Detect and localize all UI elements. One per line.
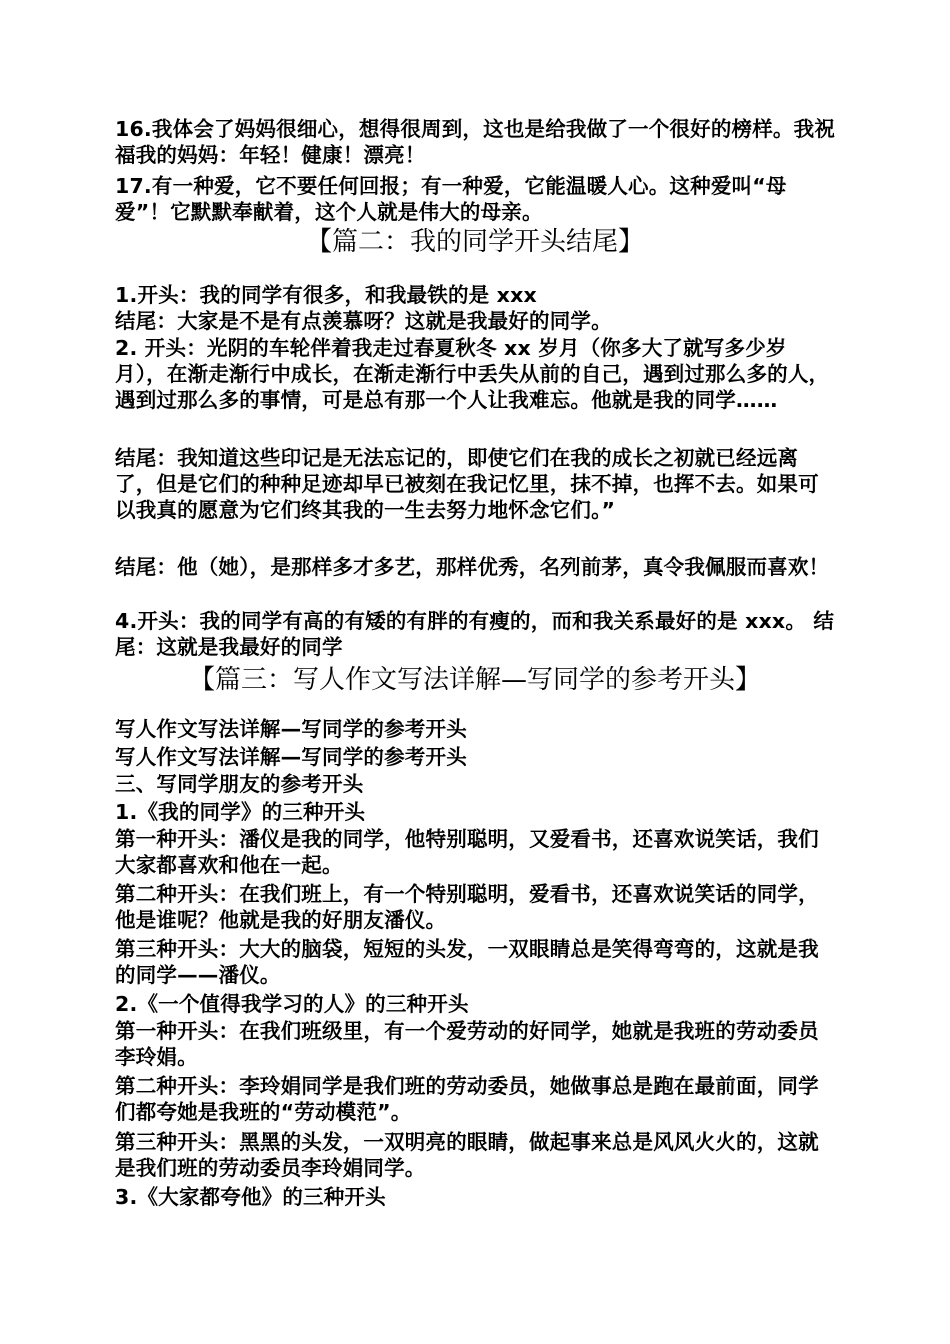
topic-1-heading: 1.《我的同学》的三种开头 <box>115 800 366 824</box>
part-3-heading: 三、写同学朋友的参考开头 <box>115 772 364 796</box>
item-1-ending: 结尾：大家是不是有点羡慕呀？这就是我最好的同学。 <box>115 309 612 333</box>
topic-2-opening-1: 第一种开头：在我们班级里，有一个爱劳动的好同学，她就是我班的劳动委员李玲娟。 <box>115 1019 819 1069</box>
item-1-opening: 1.开头：我的同学有很多，和我最铁的是 xxx <box>115 283 537 307</box>
paragraph-16: 16.我体会了妈妈很细心，想得很周到，这也是给我做了一个很好的榜样。我祝福我的妈妈：年轻！健康！漂亮！ <box>115 117 836 167</box>
topic-2-opening-2: 第二种开头：李玲娟同学是我们班的劳动委员，她做事总是跑在最前面，同学们都夸她是我班的“劳动模范”。 <box>115 1074 819 1124</box>
topic-2-heading: 2.《一个值得我学习的人》的三种开头 <box>115 992 469 1016</box>
subtitle-line-1: 写人作文写法详解—写同学的参考开头 <box>115 717 467 741</box>
section-heading-2: 【篇二：我的同学开头结尾】 <box>305 227 644 257</box>
item-3-ending: 结尾：他（她），是那样多才多艺，那样优秀，名列前茅，真令我佩服而喜欢！ <box>115 555 830 579</box>
topic-1-opening-1: 第一种开头：潘仪是我的同学，他特别聪明，又爱看书，还喜欢说笑话，我们大家都喜欢和他在一起。 <box>115 827 819 877</box>
topic-3-heading: 3.《大家都夸他》的三种开头 <box>115 1185 386 1209</box>
topic-1-opening-3: 第三种开头：大大的脑袋，短短的头发，一双眼睛总是笑得弯弯的，这就是我的同学——潘仪。 <box>115 937 819 987</box>
item-2-opening: 2. 开头：光阴的车轮伴着我走过春夏秋冬 xx 岁月（你多大了就写多少岁月），在渐走渐行中成长，在渐走渐行中丢失从前的自己，遇到过那么多的人，遇到过那么多的事情，可是总有那一个人让我难忘。他就是我的同学…… <box>115 336 830 412</box>
paragraph-17: 17.有一种爱，它不要任何回报；有一种爱，它能温暖人心。这种爱叫“母爱”！它默默奉献着，这个人就是伟大的母亲。 <box>115 174 787 224</box>
item-4: 4.开头：我的同学有高的有矮的有胖的有瘦的，而和我关系最好的是 xxx。 结尾：这就是我最好的同学 <box>115 609 835 659</box>
item-2-ending: 结尾：我知道这些印记是无法忘记的，即使它们在我的成长之初就已经远离了，但是它们的种种足迹却早已被刻在我记忆里，抹不掉，也挥不去。如果可以我真的愿意为它们终其我的一生去努力地怀念它们。” <box>115 446 819 522</box>
subtitle-line-2: 写人作文写法详解—写同学的参考开头 <box>115 745 467 769</box>
section-heading-3: 【篇三：写人作文写法详解—写同学的参考开头】 <box>188 665 761 695</box>
topic-2-opening-3: 第三种开头：黑黑的头发，一双明亮的眼睛，做起事来总是风风火火的，这就是我们班的劳动委员李玲娟同学。 <box>115 1130 819 1180</box>
topic-1-opening-2: 第二种开头：在我们班上，有一个特别聪明，爱看书，还喜欢说笑话的同学，他是谁呢？他就是我的好朋友潘仪。 <box>115 882 819 932</box>
